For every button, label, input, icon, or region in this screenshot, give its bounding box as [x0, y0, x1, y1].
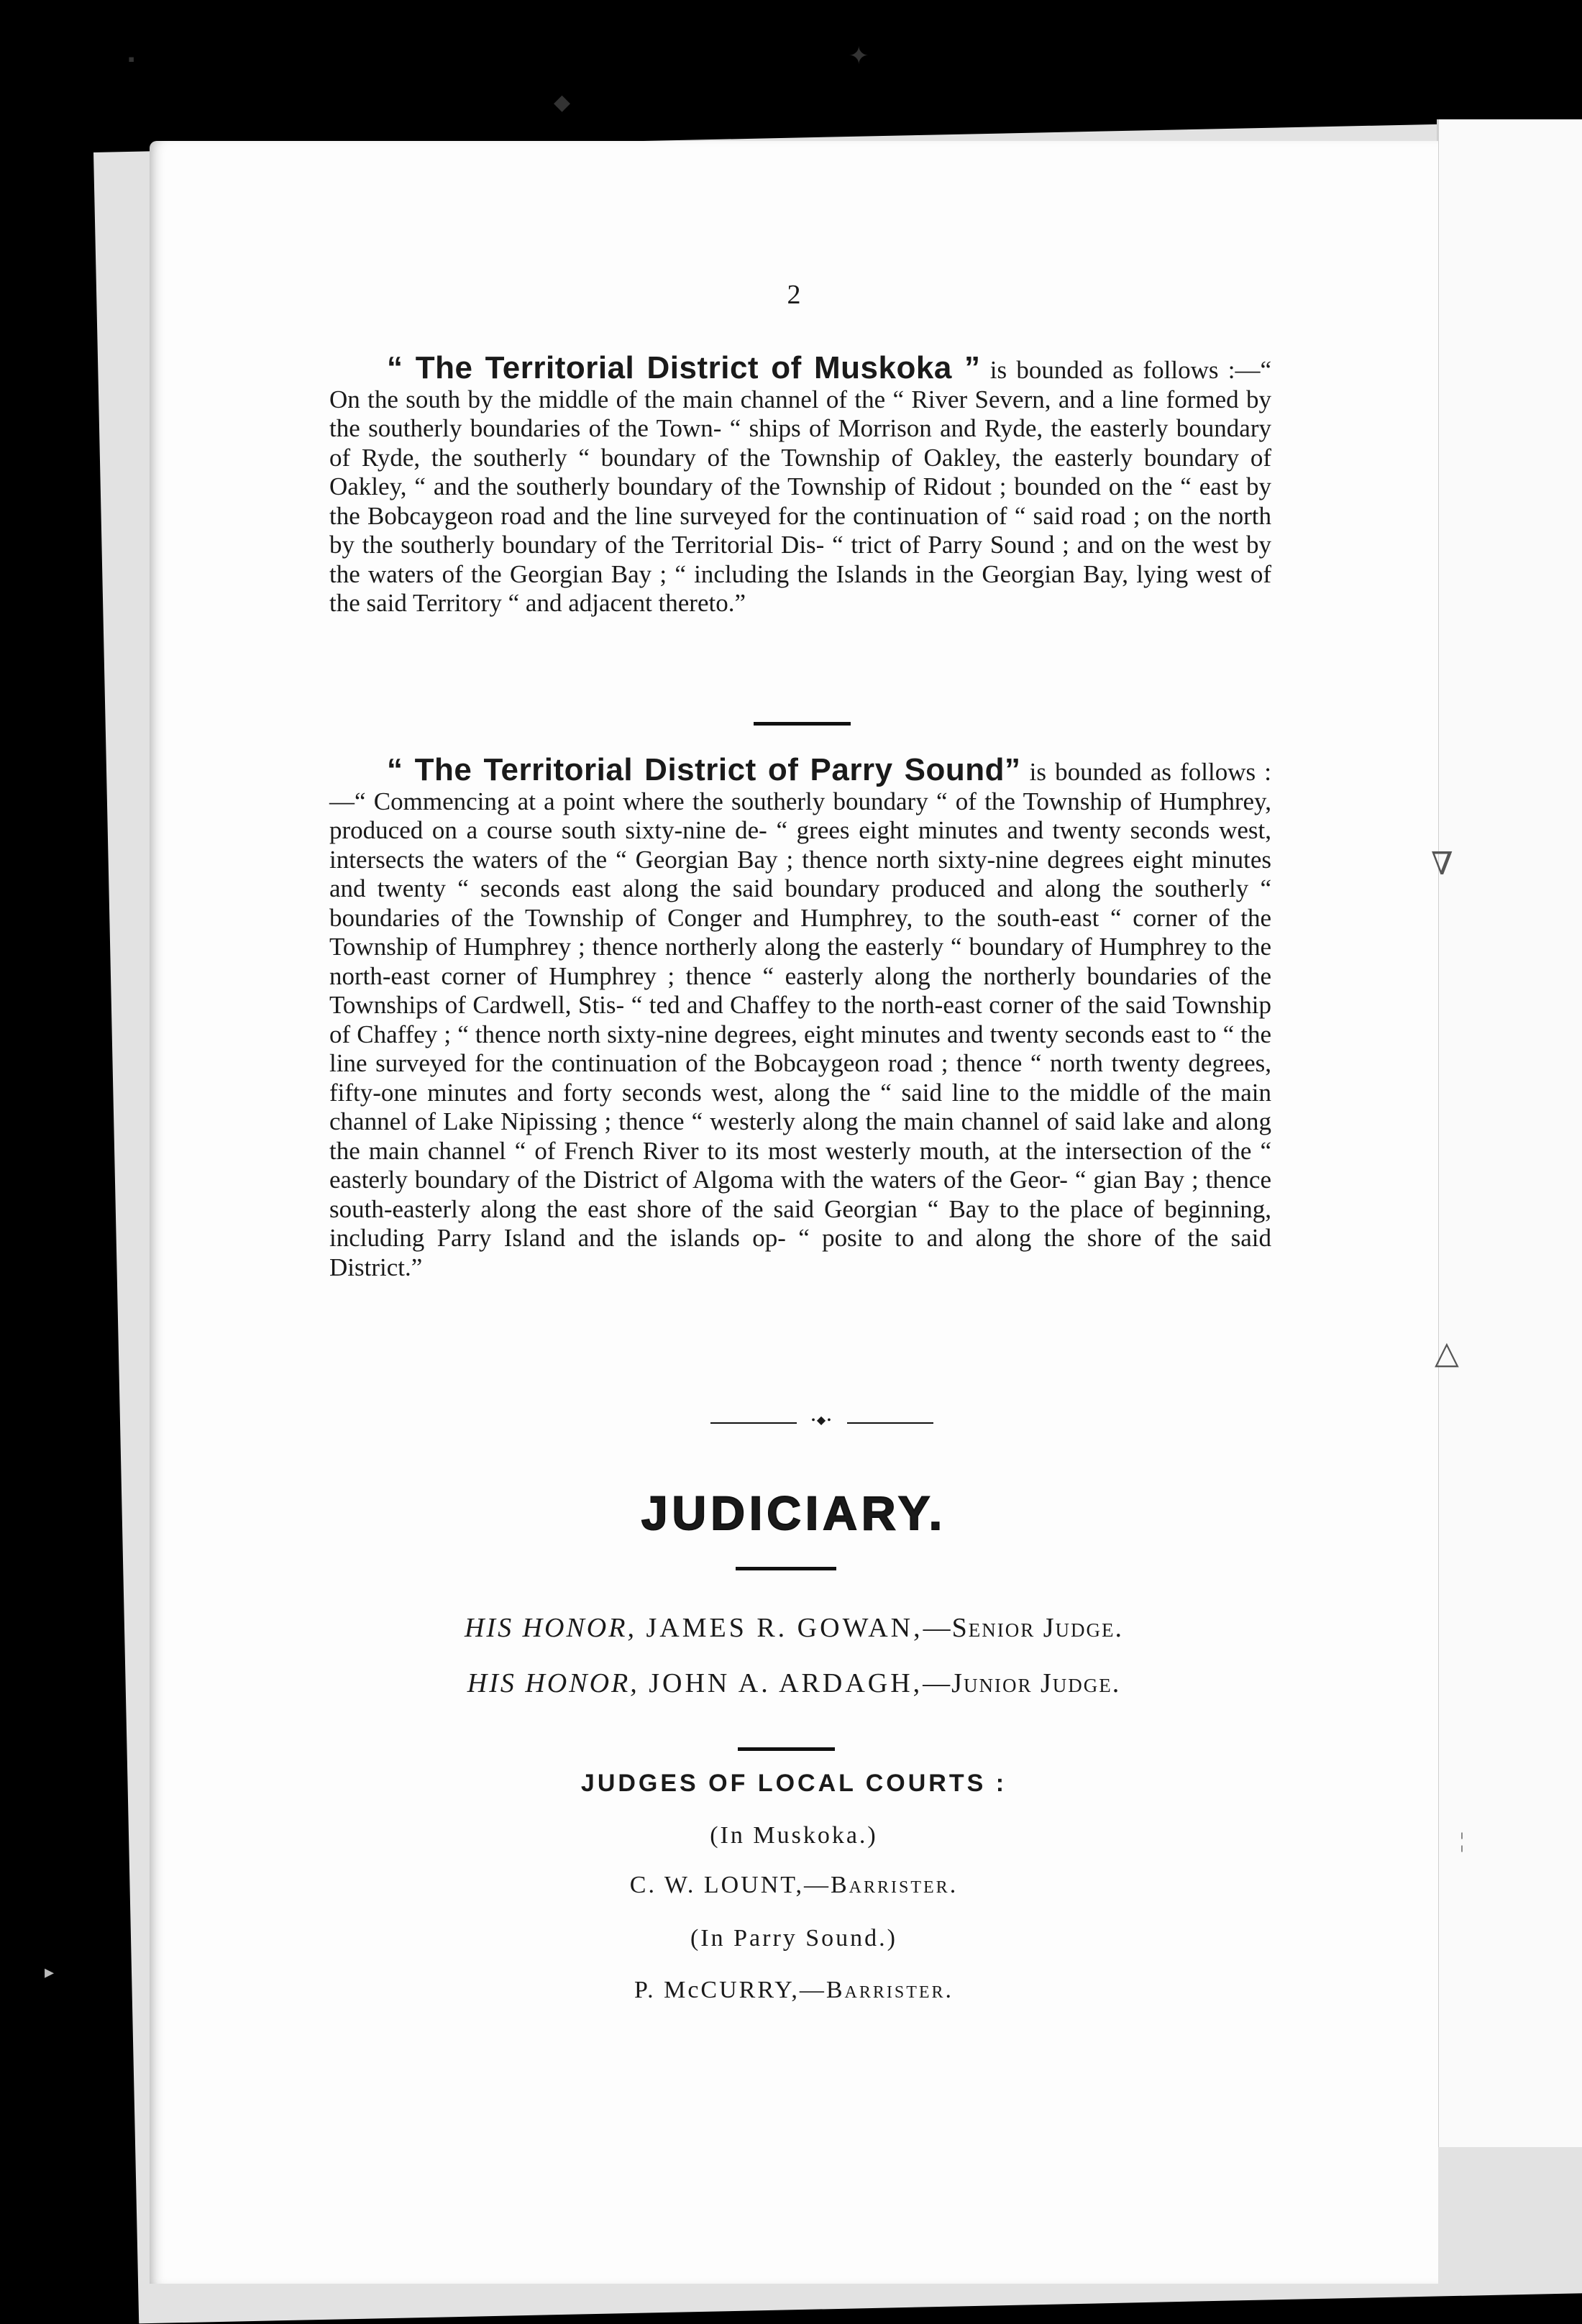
- section-divider: [738, 1747, 835, 1751]
- parry-court-judge-name: P. McCURRY,: [634, 1977, 800, 2003]
- parry-sound-body: is bounded as follows :—“ Commencing at a point where the southerly boundary “ of the Township of Humphrey, produced on a course south sixty-nine de- “ grees eight minutes and twenty seconds west, intersects the waters of the “ Georgian Bay ; thence north sixty-nine degrees eight minutes and twenty “ seconds east along the said boundary produced and along the southerly “ boundaries of the Township of Conger and Humphrey, to the south-east “ corner of the Township of Humphrey ; thence northerly along the easterly “ boundary of Humphrey to the north-east corner of Humphrey ; thence “ easterly along the northerly boundaries of the Townships of Cardwell, Stis- “ ted and Chaffey to the north-east corner of the said Township of Chaffey ; “ thence north sixty-nine degrees, eight minutes and twenty seconds east to “ the line surveyed for the continuation of the Bobcaygeon road ; thence “ north twenty degrees, fifty-one minutes and forty seconds west, along the “ said line to the middle of the main channel of Lake Nipissing ; thence “ westerly along the main channel of said lake and along the main channel “ of French River to its most westerly mouth, at the intersection of the “ easterly boundary of the District of Algoma with the waters of the Geor- “ gian Bay ; thence south-easterly along the east shore of the said Georgian “ Bay to the place of beginning, including Parry Island and the islands op- “ posite to and along the shore of the said District.”: [329, 758, 1271, 1281]
- muskoka-body: is bounded as follows :—“ On the south by the middle of the main channel of the “ River Severn, and a line formed by the southerly boundaries of the Town- “ ships of Morrison and Ryde, the easterly boundary of Ryde, the southerly “ boundary of the Township of Oakley, the easterly boundary of Oakley, “ and the southerly boundary of the Township of Ridout ; bounded on the “ east by the Bobcaygeon road and the line surveyed for the continuation of “ said road ; on the north by the southerly boundary of the Territorial Dis- “ trict of Parry Sound ; and on the west by the waters of the Georgian Bay ; “ including the Islands in the Georgian Bay, lying west of the said Territory “ and adjacent thereto.”: [329, 356, 1272, 617]
- margin-mark: △: [1435, 1335, 1459, 1371]
- document-page: [150, 141, 1438, 2284]
- parry-court-judge: [150, 1977, 1438, 2004]
- junior-judge-role: —Junior Judge.: [923, 1668, 1121, 1698]
- muskoka-paragraph: [329, 350, 1272, 618]
- local-courts-heading: JUDGES OF LOCAL COURTS :: [580, 1770, 1007, 1797]
- scan-speck: ▸: [45, 1962, 55, 1982]
- parry-court-judge-role: —Barrister.: [799, 1977, 954, 2003]
- senior-judge-role: —Senior Judge.: [923, 1613, 1124, 1643]
- judiciary-heading: JUDICIARY.: [641, 1486, 947, 1540]
- muskoka-title: “ The Territorial District of Muskoka ”: [387, 350, 981, 385]
- parry-sound-title: “ The Territorial District of Parry Sound”: [387, 752, 1021, 787]
- scan-speck: ▪: [128, 49, 135, 70]
- page-number: 2: [787, 280, 801, 310]
- scan-speck: ✦: [849, 43, 869, 70]
- muskoka-court-judge-name: C. W. LOUNT,: [629, 1872, 804, 1898]
- facing-page-edge: [1437, 119, 1582, 2147]
- section-divider: [754, 722, 851, 726]
- parry-sound-paragraph: [329, 752, 1271, 1282]
- senior-judge-honor: HIS HONOR,: [464, 1613, 636, 1643]
- senior-judge-name: JAMES R. GOWAN,: [646, 1613, 923, 1643]
- junior-judge-name: JOHN A. ARDAGH,: [649, 1668, 923, 1698]
- margin-mark: ∇: [1431, 846, 1453, 882]
- muskoka-court-judge: [150, 1872, 1438, 1899]
- ornamental-divider: •◆•: [710, 1419, 933, 1427]
- margin-mark: ¦: [1460, 1829, 1465, 1852]
- junior-judge-line: [150, 1667, 1438, 1699]
- junior-judge-honor: HIS HONOR,: [467, 1668, 639, 1698]
- section-divider: [736, 1567, 836, 1570]
- parry-court-label: (In Parry Sound.): [690, 1925, 898, 1952]
- senior-judge-line: [150, 1612, 1438, 1644]
- muskoka-court-label: (In Muskoka.): [710, 1822, 878, 1849]
- scan-speck: ◆: [554, 91, 571, 114]
- muskoka-court-judge-role: —Barrister.: [804, 1872, 959, 1898]
